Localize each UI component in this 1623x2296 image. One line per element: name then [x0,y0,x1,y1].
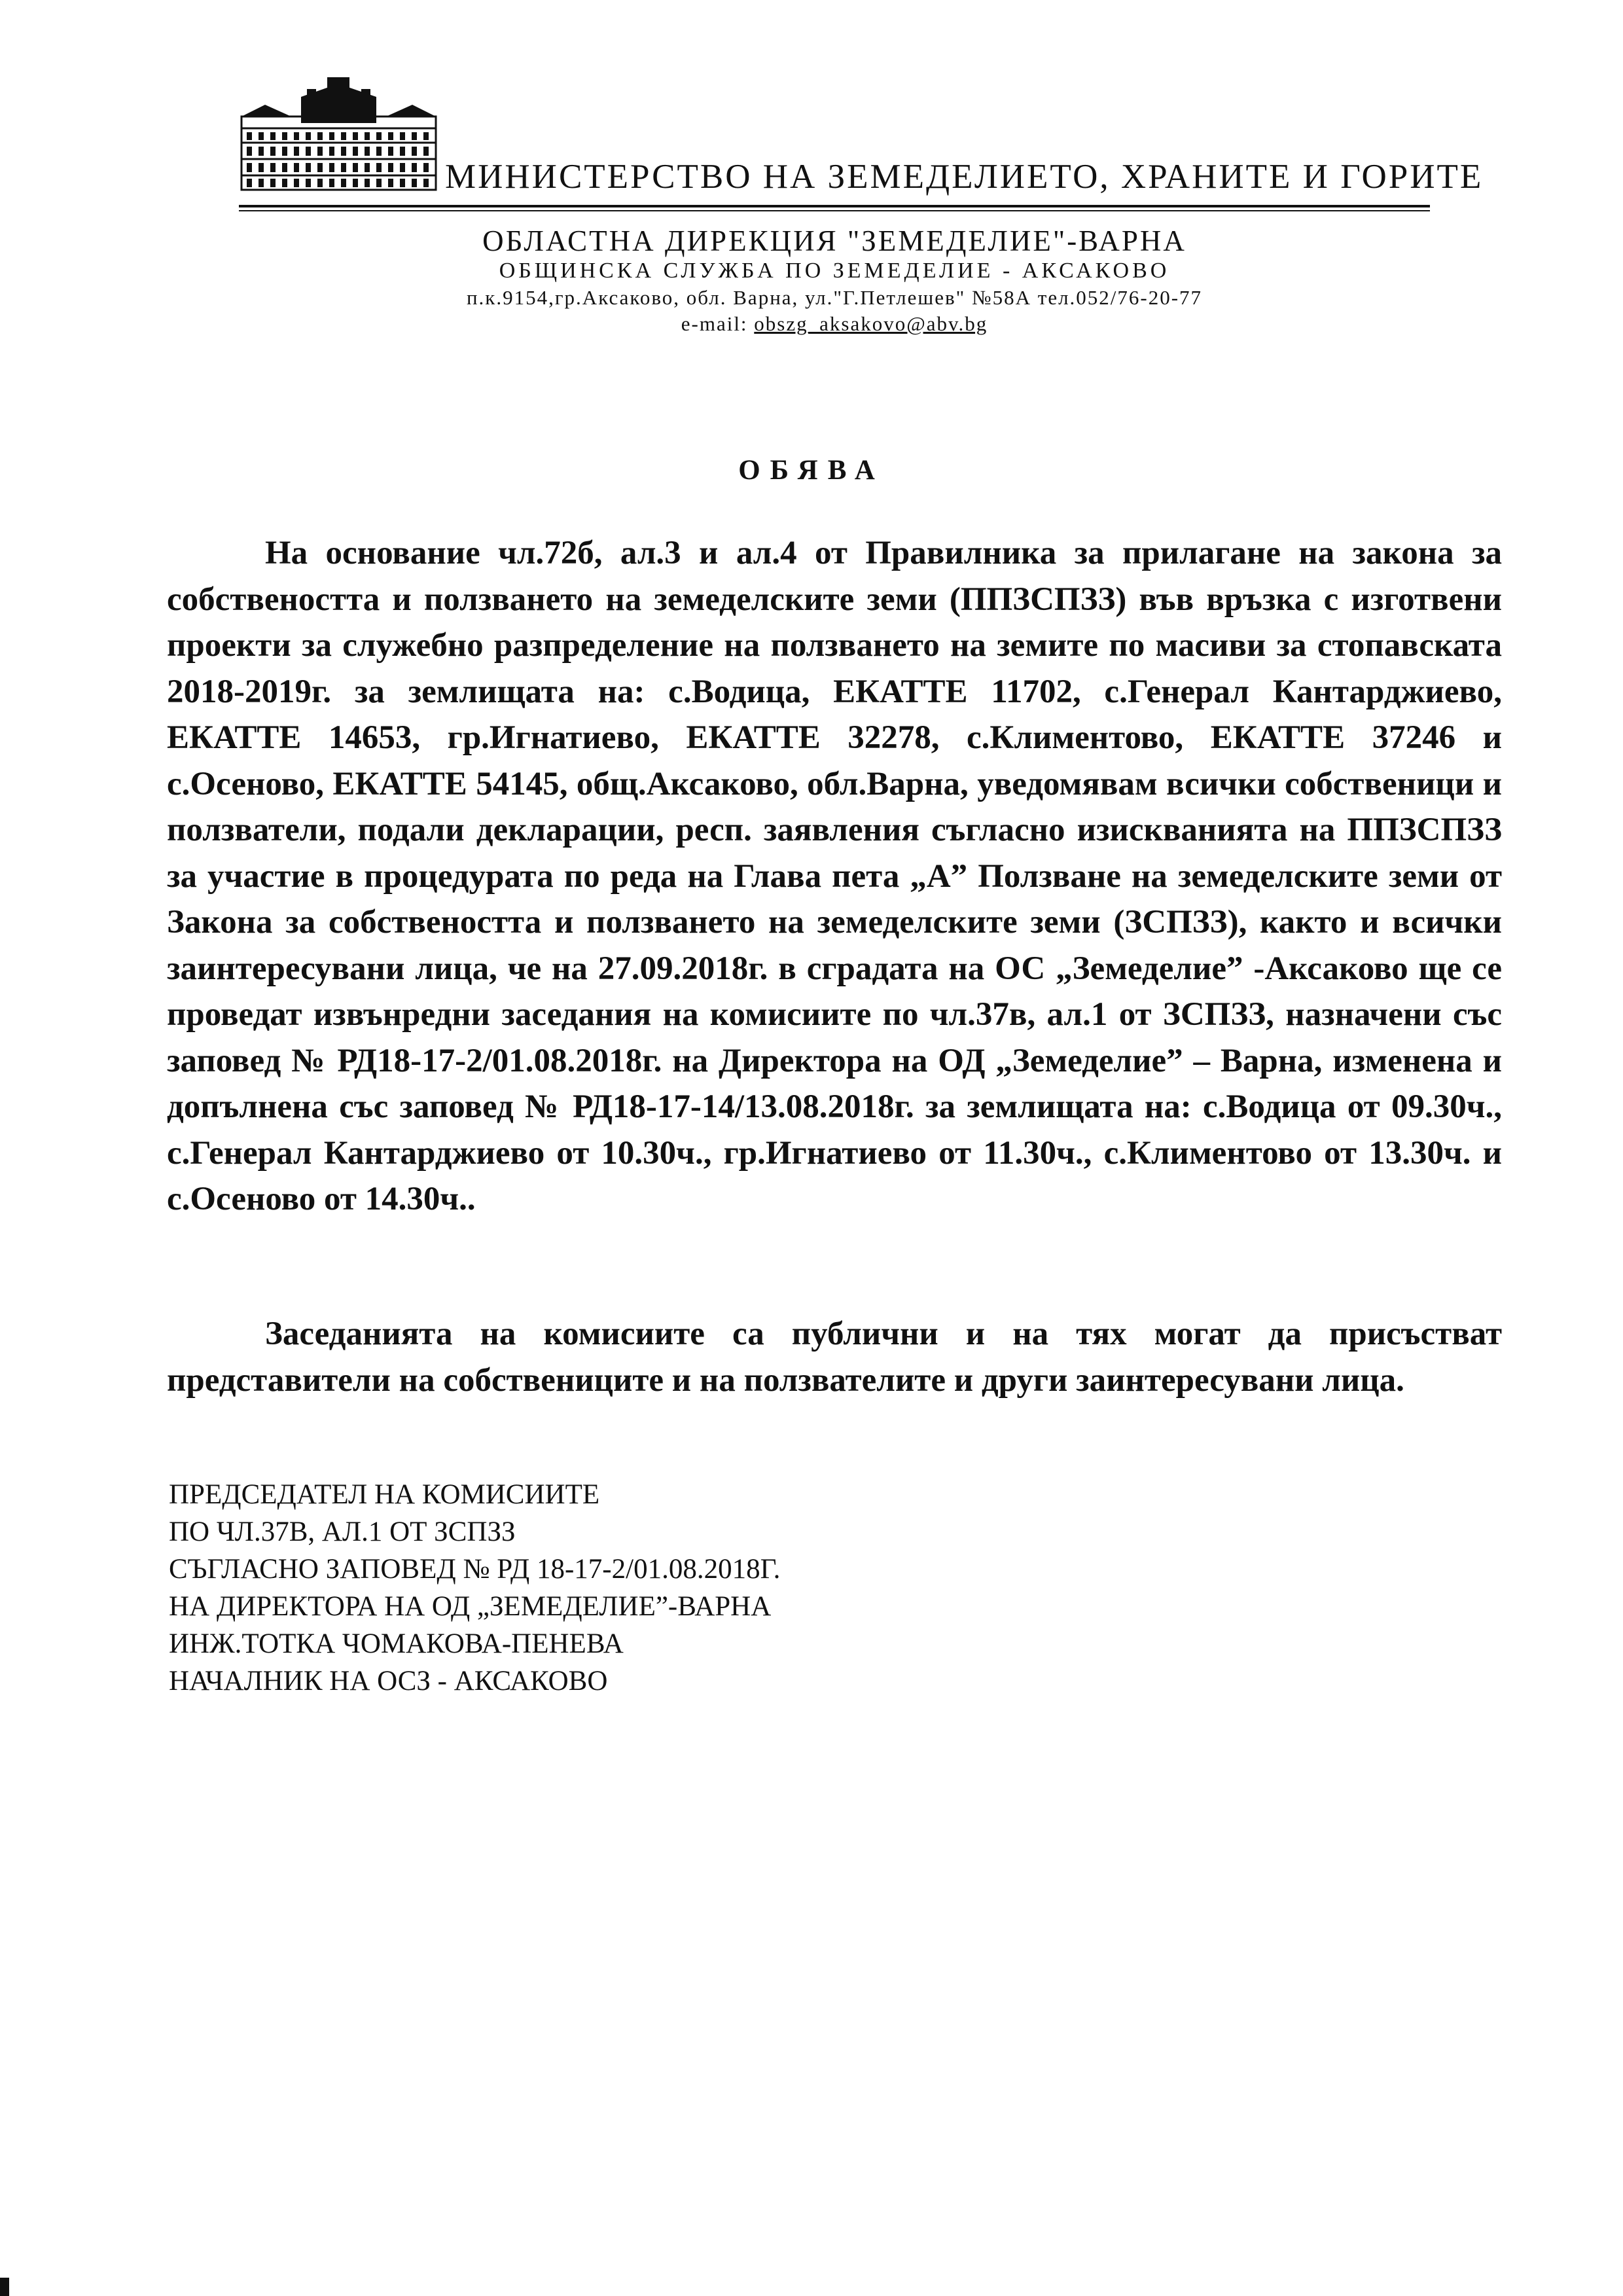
email-line [239,312,1430,336]
scan-edge-mark [0,2278,9,2296]
notice-paragraph-2: Заседанията на комисиите са публични и на тях могат да присъстват представители на собствениците и на ползвателите и други заинтересувани лица. [167,1316,1502,1399]
header-divider-thin [239,210,1430,211]
ministry-building-icon [239,77,438,194]
signature-line: ИНЖ.ТОТКА ЧОМАКОВА-ПЕНЕВА [169,1628,624,1659]
signature-line: ПО ЧЛ.37В, АЛ.1 ОТ ЗСПЗЗ [169,1516,516,1547]
header-divider [239,205,1430,207]
signature-line: НАЧАЛНИК НА ОСЗ - АКСАКОВО [169,1666,608,1696]
signature-block [169,1476,780,1700]
service-name: ОБЩИНСКА СЛУЖБА ПО ЗЕМЕДЕЛИЕ - АКСАКОВО [499,259,1170,283]
notice-paragraph-1: На основание чл.72б, ал.3 и ал.4 от Правилника за прилагане на закона за собствеността и ползването на земеделските земи (ППЗСПЗЗ) във връзка с изготвени проекти за служебно разпределение на ползването на земите по масиви за стопавската 2018-2019г. за землищата на: с.Водица, ЕКАТТЕ 11702, с.Генерал Кантарджиево, ЕКАТТЕ 14653, гр.Игнатиево, ЕКАТТЕ 32278, с.Климентово, ЕКАТТЕ 37246 и с.Осеново, ЕКАТТЕ 54145, общ.Аксаково, обл.Варна, уведомявам всички собственици и ползватели, подали декларации, респ. заявления съгласно изискванията на ППЗСПЗЗ за участие в процедурата по реда на Глава пета „А” Ползване на земеделските земи от Закона за собствеността и ползването на земеделските земи (ЗСПЗЗ), както и всички заинтересувани лица, че на 27.09.2018г. в сградата на ОС „Земеделие” -Аксаково ще се проведат извънредни заседания на комисиите по чл.37в, ал.1 от ЗСПЗЗ, назначени със заповед № РД18-17-2/01.08.2018г. на Директора на ОД „Земеделие” – Варна, изменена и допълнена със заповед № РД18-17-14/13.08.2018г. за землищата на: с.Водица от 09.30ч., с.Генерал Кантарджиево от 10.30ч., гр.Игнатиево от 11.30ч., с.Климентово от 13.30ч. и с.Осеново от 14.30ч.. [167,535,1502,1217]
email-label: e-mail: [681,312,755,335]
ministry-title: МИНИСТЕРСТВО НА ЗЕМЕДЕЛИЕТО, ХРАНИТЕ И ГОРИТЕ [445,158,1484,196]
address-line: п.к.9154,гр.Аксаково, обл. Варна, ул."Г.Петлешев" №58А тел.052/76-20-77 [466,286,1203,309]
signature-line: НА ДИРЕКТОРА НА ОД „ЗЕМЕДЕЛИЕ”-ВАРНА [169,1591,772,1622]
notice-title: ОБЯВА [738,455,885,486]
signature-line: ПРЕДСЕДАТЕЛ НА КОМИСИИТЕ [169,1479,600,1510]
directorate-name: ОБЛАСТНА ДИРЕКЦИЯ "ЗЕМЕДЕЛИЕ"-ВАРНА [482,224,1186,257]
email-link[interactable]: obszg_aksakovo@abv.bg [754,312,988,335]
signature-line: СЪГЛАСНО ЗАПОВЕД № РД 18-17-2/01.08.2018Г. [169,1554,781,1585]
